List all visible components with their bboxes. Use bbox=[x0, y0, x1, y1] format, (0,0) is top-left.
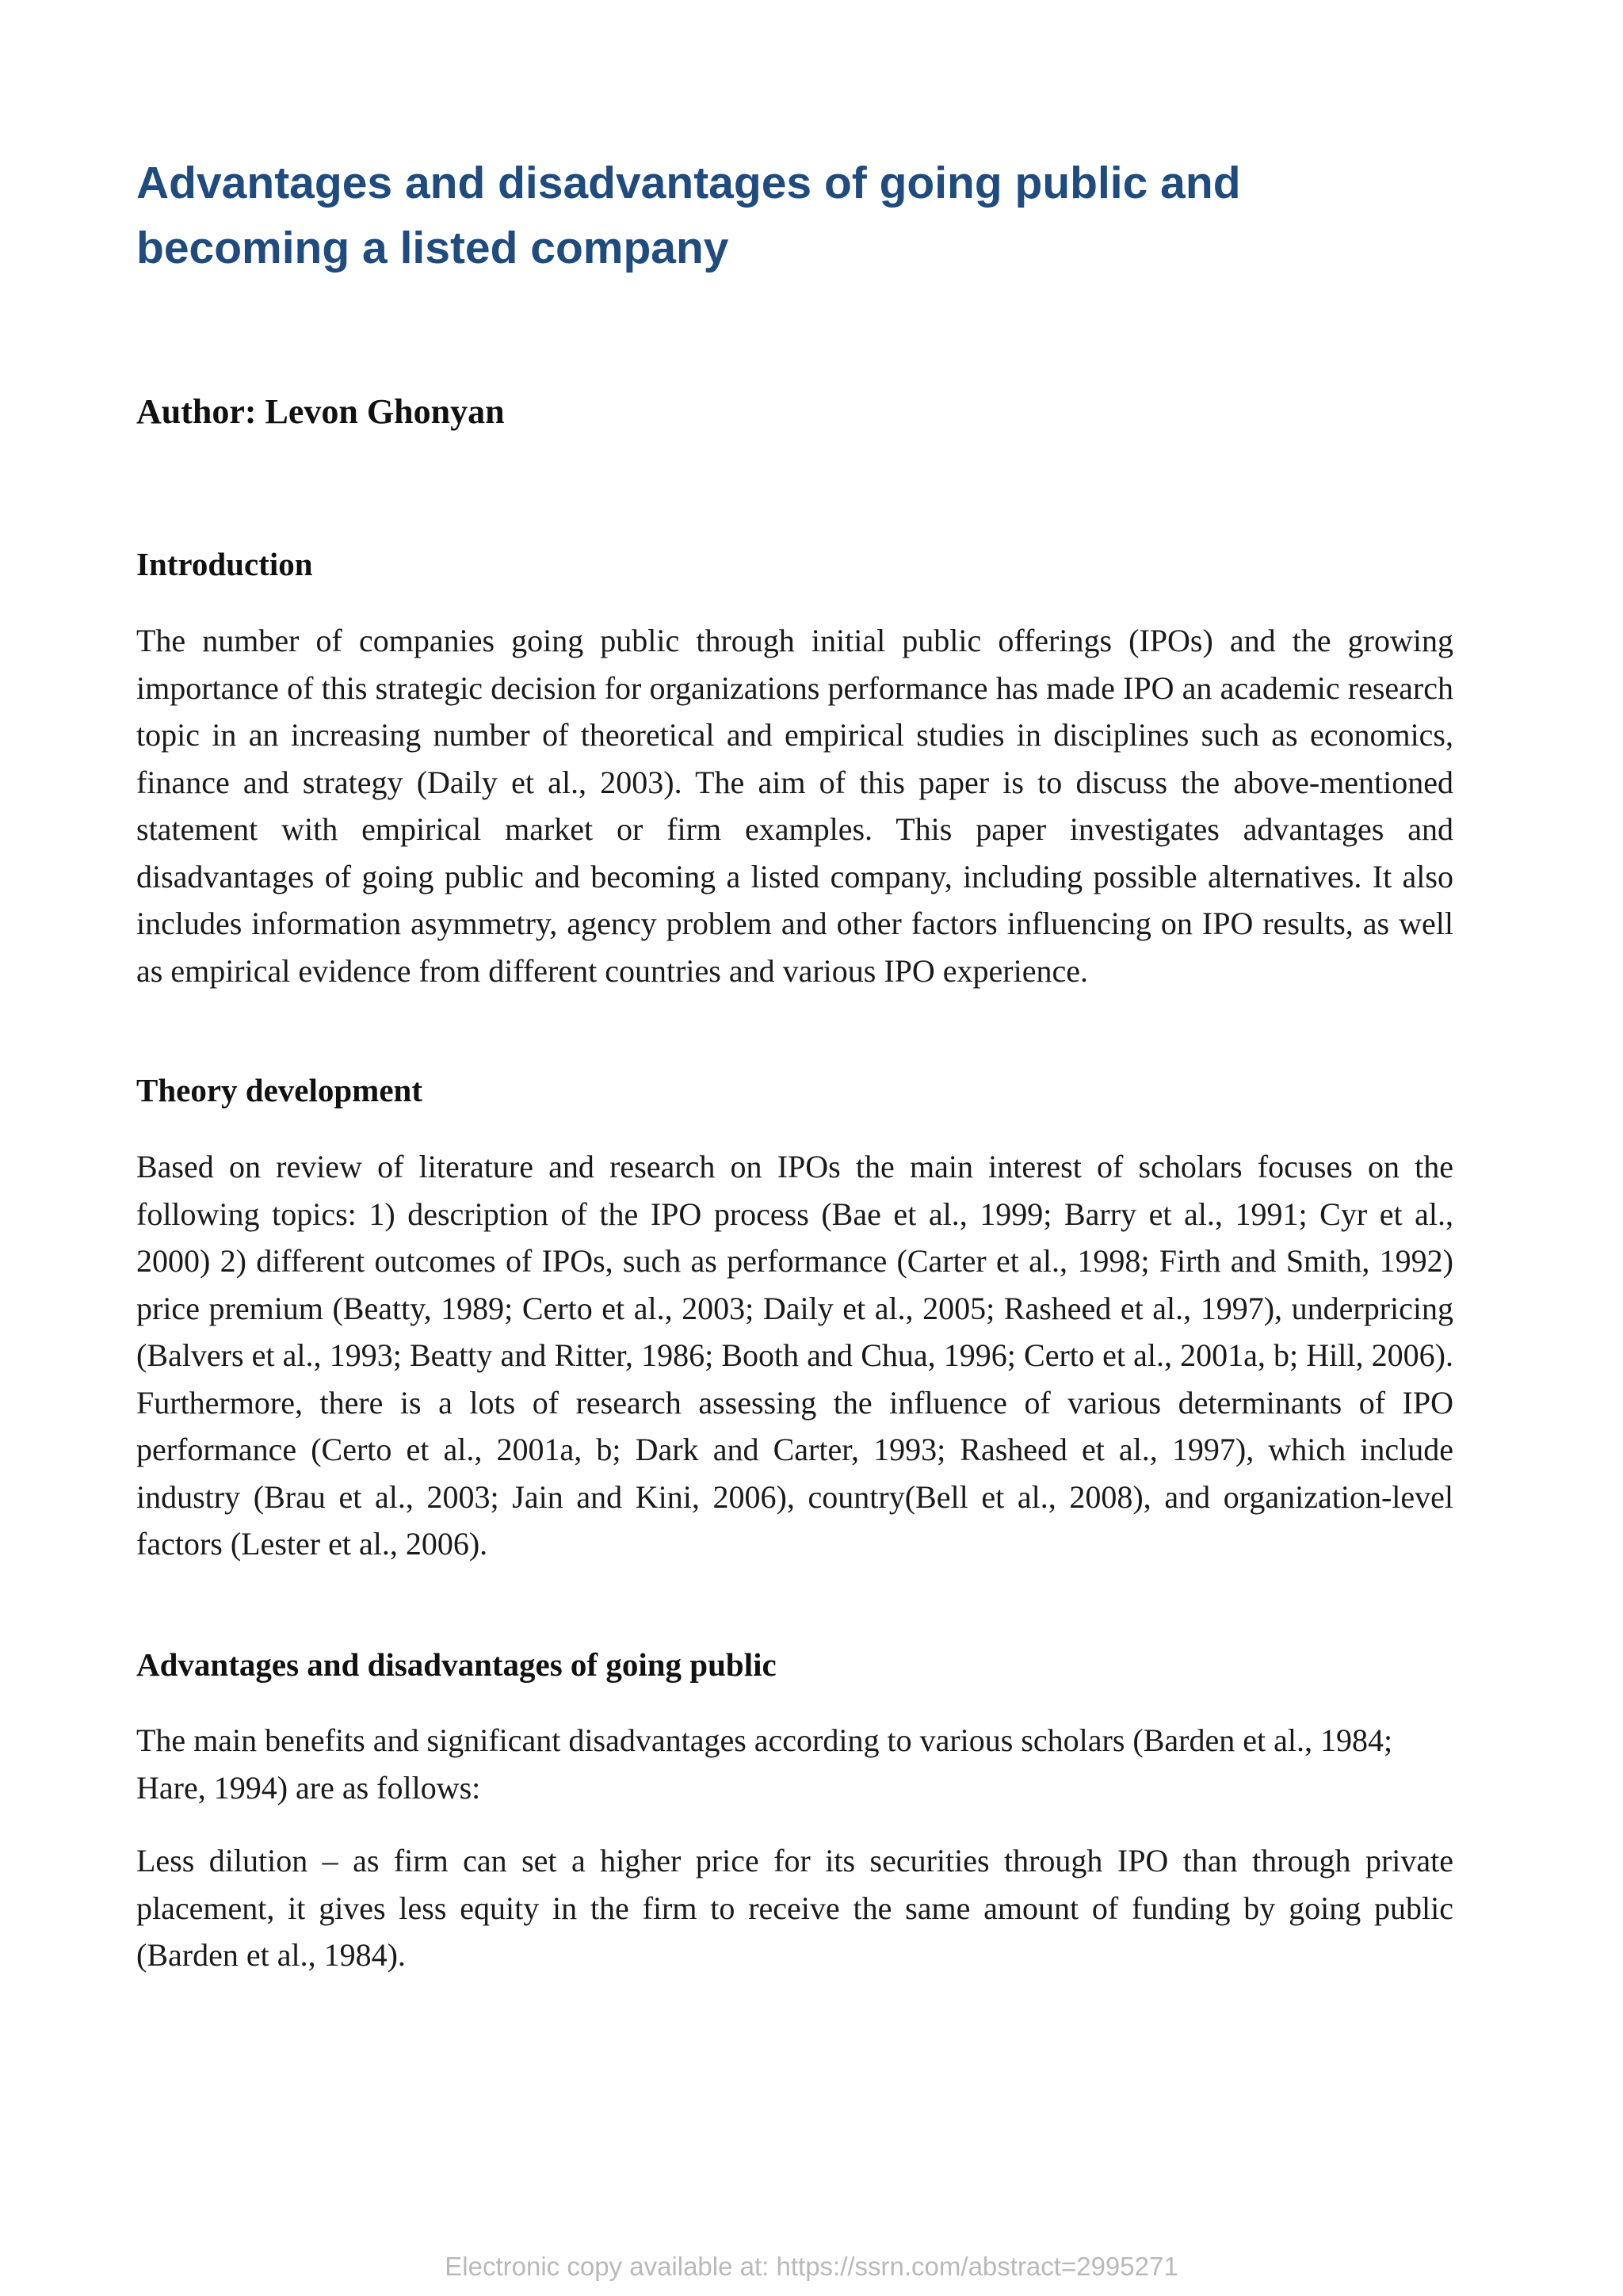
less-dilution-paragraph: Less dilution – as firm can set a higher price for its securities through IPO than through private placement, it gives less equity in the firm to receive the same amount of funding by going public (Barden et al., 1984). bbox=[136, 1843, 1453, 1973]
introduction-paragraph: The number of companies going public through initial public offerings (IPOs) and the growing importance of this strategic decision for organizations performance has made IPO an academic research topic in an increasing number of theoretical and empirical studies in disciplines such as economics, finance and strategy (Daily et al., 2003). The aim of this paper is to discuss the above-mentioned statement with empirical market or firm examples. This paper investigates advantages and disadvantages of going public and becoming a listed company, including possible alternatives. It also includes information asymmetry, agency problem and other factors influencing on IPO results, as well as empirical evidence from different countries and various IPO experience. bbox=[136, 623, 1453, 989]
section-heading-advantages: Advantages and disadvantages of going public bbox=[136, 1646, 777, 1683]
theory-paragraph: Based on review of literature and research on IPOs the main interest of scholars focuses on the following topics: 1) description of the IPO process (Bae et al., 1999; Barry et al., 1991; Cyr et al., 2000) 2) different outcomes of IPOs, such as performance (Carter et al., 1998; Firth and Smith, 1992) price premium (Beatty, 1989; Certo et al., 2003; Daily et al., 2005; Rasheed et al., 1997), underpricing (Balvers et al., 1993; Beatty and Ritter, 1986; Booth and Chua, 1996; Certo et al., 2001a, b; Hill, 2006). Furthermore, there is a lots of research assessing the influence of various determinants of IPO performance (Certo et al., 2001a, b; Dark and Carter, 1993; Rasheed et al., 1997), which include industry (Brau et al., 2003; Jain and Kini, 2006), country(Bell et al., 2008), and organization-level factors (Lester et al., 2006). bbox=[136, 1149, 1453, 1562]
author-line: Author: Levon Ghonyan bbox=[136, 392, 505, 431]
document-content bbox=[136, 151, 1453, 1973]
section-heading-theory: Theory development bbox=[136, 1072, 422, 1108]
section-heading-introduction: Introduction bbox=[136, 546, 313, 582]
ssrn-footer: Electronic copy available at: https://ssrn.com/abstract=2995271 bbox=[445, 2252, 1178, 2281]
advantages-intro-paragraph: The main benefits and significant disadvantages according to various scholars (Barden et al., 1984; Hare, 1994) are as follows: bbox=[136, 1722, 1393, 1806]
paper-title: Advantages and disadvantages of going public and becoming a listed company bbox=[136, 158, 1241, 273]
